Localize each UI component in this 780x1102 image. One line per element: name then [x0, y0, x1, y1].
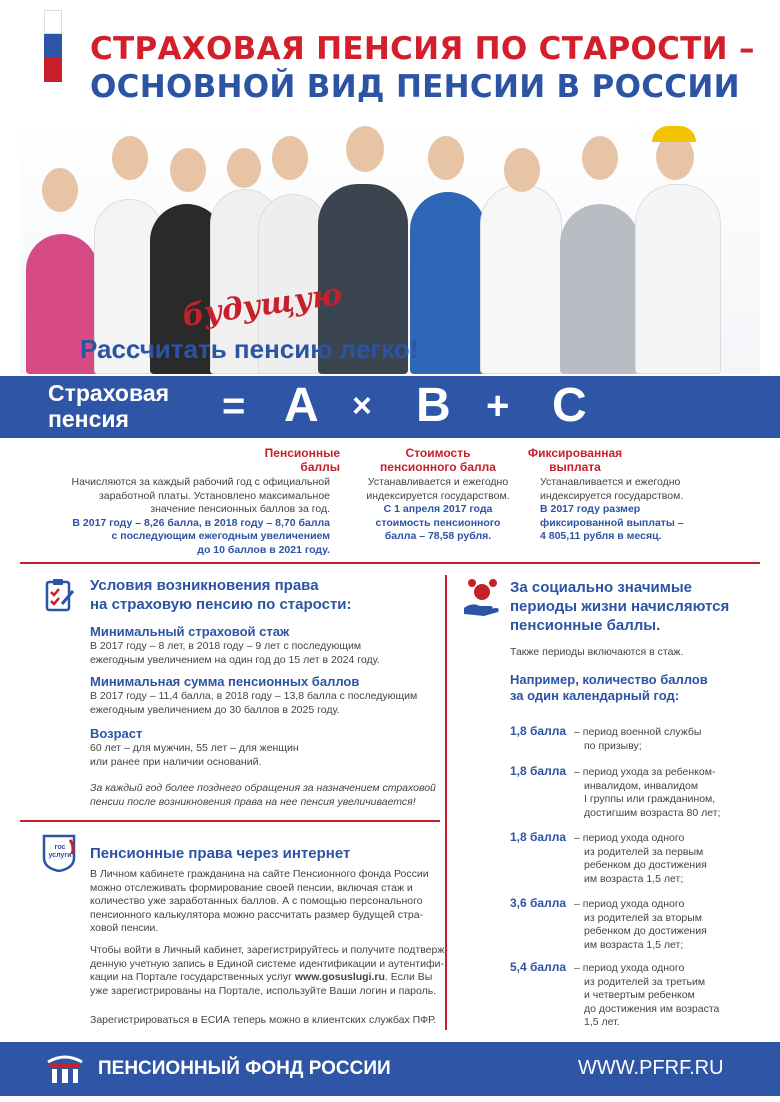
- age-line-1: 60 лет – для мужчин, 55 лет – для женщин: [90, 742, 299, 754]
- col-c-highlight-3: 4 805,11 рубля в месяц.: [540, 530, 662, 542]
- internet-p1-line-4: пенсионного калькулятора можно рассчитать размер будущей стра-: [90, 908, 424, 921]
- points-desc-line: из родителей за первым: [584, 845, 704, 858]
- points-desc-line: из родителей за третьим: [584, 975, 706, 988]
- title-line-1: СТРАХОВАЯ ПЕНСИЯ ПО СТАРОСТИ –: [90, 31, 755, 67]
- formula-a: A: [284, 379, 319, 432]
- formula-b: B: [416, 379, 451, 432]
- conditions-title-line-2: на страховую пенсию по старости:: [90, 596, 352, 613]
- points-sum-title: Минимальная сумма пенсионных баллов: [90, 674, 360, 689]
- col-b-body-2: индексируется государством.: [366, 489, 510, 502]
- internet-p2-line-3: [90, 971, 448, 985]
- points-description: [574, 962, 719, 1030]
- internet-p2-line-3-text: кации на Портале государственных услуг: [90, 971, 295, 983]
- col-c-body-2: индексируется государством.: [540, 489, 684, 502]
- formula-label: [48, 380, 169, 432]
- internet-p2-line-3-end: . Если Вы: [384, 971, 433, 983]
- conditions-title: [90, 576, 352, 614]
- col-c-heading-line-2: выплата: [549, 460, 601, 474]
- internet-title: Пенсионные права через интернет: [90, 845, 351, 862]
- points-sum-text: [90, 690, 417, 717]
- russian-flag-icon: [44, 10, 62, 82]
- age-text: [90, 742, 299, 769]
- points-value: 1,8 балла: [510, 830, 567, 844]
- gosuslugi-link[interactable]: www.gosuslugi.ru: [294, 971, 385, 983]
- col-c-heading: [520, 446, 630, 474]
- col-a-highlight-3: до 10 баллов в 2021 году.: [197, 543, 330, 556]
- social-title-line-1: За социально значимые: [510, 579, 692, 596]
- points-desc-line: – период ухода одного: [574, 832, 685, 844]
- points-desc-line: 1,5 лет.: [584, 1016, 620, 1028]
- conditions-title-line-1: Условия возникновения права: [90, 577, 319, 594]
- internet-paragraph-2: [90, 944, 448, 998]
- col-a-highlight-1: В 2017 году – 8,26 балла, в 2018 году – 8,70 балла: [72, 516, 330, 529]
- stazh-line-1: В 2017 году – 8 лет, в 2018 году – 9 лет с последующим: [90, 640, 362, 652]
- col-c-text: [540, 476, 710, 544]
- page-title: [90, 30, 770, 106]
- pfr-logo-icon: [46, 1052, 84, 1086]
- gosuslugi-badge: [40, 832, 78, 872]
- points-desc-line: из родителей за вторым: [584, 911, 703, 924]
- social-title-line-2: периоды жизни начисляются: [510, 598, 730, 615]
- internet-p1-line-3: количество уже заработанных баллов. А с помощью персонального: [90, 895, 423, 907]
- points-desc-line: достигшим возраста 80 лет;: [584, 806, 721, 819]
- points-desc-line: им возраста 1,5 лет;: [584, 872, 684, 885]
- points-description: [574, 832, 707, 886]
- col-b-text: [352, 476, 524, 544]
- points-value: 3,6 балла: [510, 896, 567, 910]
- internet-paragraph-3: Зарегистрироваться в ЕСИА теперь можно в клиентских службах ПФР.: [90, 1014, 437, 1026]
- col-c-highlight-2: фиксированной выплаты –: [540, 516, 684, 529]
- points-sum-line-2: ежегодным увеличением до 30 баллов в 2025 году.: [90, 703, 340, 716]
- points-desc-line: – период ухода одного: [574, 898, 685, 910]
- col-a-heading: [240, 446, 340, 474]
- stazh-text: [90, 640, 380, 667]
- points-desc-line: до достижения им возраста: [584, 1002, 720, 1015]
- plus-sign: +: [486, 384, 510, 428]
- col-a-heading-line-1: Пенсионные: [264, 446, 340, 460]
- internet-p1-line-5: ховой пенсии.: [90, 922, 159, 934]
- example-title-line-1: Например, количество баллов: [510, 672, 708, 687]
- col-a-heading-line-2: баллы: [300, 460, 340, 474]
- age-line-2: или ранее при наличии оснований.: [90, 755, 262, 768]
- col-a-text: [30, 476, 330, 557]
- internet-p1-line-2: можно отслеживать формирование своей пенсии, включая стаж и: [90, 881, 413, 894]
- col-b-highlight-3: балла – 78,58 рубля.: [384, 530, 492, 542]
- internet-p1-line-1: В Личном кабинете гражданина на сайте Пенсионного фонда России: [90, 868, 429, 880]
- points-value: 5,4 балла: [510, 960, 567, 974]
- internet-p2-line-1: Чтобы войти в Личный кабинет, зарегистрируйтесь и получите подтверж-: [90, 944, 448, 956]
- note-line-2: пенсии после возникновения права на нее пенсия увеличивается!: [90, 795, 416, 808]
- points-desc-line: – период ухода за ребенком-: [574, 766, 716, 778]
- points-desc-line: – период военной службы: [574, 726, 702, 738]
- col-c-heading-line-1: Фиксированная: [527, 446, 623, 460]
- col-b-heading-line-1: Стоимость: [405, 446, 471, 460]
- points-desc-line: по призыву;: [584, 739, 642, 752]
- hand-coins-icon: [462, 578, 502, 618]
- col-a-body-1: Начисляются за каждый рабочий год с официальной: [71, 476, 330, 488]
- example-title-line-2: за один календарный год:: [510, 688, 680, 703]
- equals-sign: =: [222, 384, 246, 428]
- slogan: Рассчитать пенсию легко!: [80, 334, 419, 364]
- formula-c: C: [552, 379, 587, 432]
- checklist-icon: [44, 578, 76, 612]
- gosuslugi-logo-text: [46, 844, 74, 860]
- internet-p2-line-2: денную учетную запись в Единой системе идентификации и аутентифи-: [90, 957, 444, 970]
- footer-website-link[interactable]: WWW.PFRF.RU: [578, 1057, 724, 1079]
- points-sum-line-1: В 2017 году – 11,4 балла, в 2018 году – 13,8 балла с последующим: [90, 690, 418, 702]
- col-b-highlight-2: стоимость пенсионного: [375, 516, 501, 529]
- title-line-2: ОСНОВНОЙ ВИД ПЕНСИИ В РОССИИ: [90, 69, 740, 105]
- col-a-highlight-2: с последующим ежегодным увеличением: [111, 530, 330, 542]
- points-desc-line: и четвертым ребенком: [584, 989, 695, 1001]
- col-b-heading: [358, 446, 518, 474]
- points-desc-line: – период ухода одного: [574, 962, 685, 974]
- stazh-line-2: ежегодным увеличением на один год до 15 лет в 2024 году.: [90, 653, 380, 666]
- col-c-body-1: Устанавливается и ежегодно: [540, 476, 681, 488]
- points-example-title: [510, 672, 708, 704]
- points-desc-line: ребенком до достижения: [584, 925, 707, 937]
- points-desc-line: инвалидом, инвалидом: [584, 779, 699, 792]
- points-desc-line: I группы или гражданином,: [584, 793, 716, 805]
- col-b-heading-line-2: пенсионного балла: [380, 460, 496, 474]
- internet-paragraph-1: [90, 868, 429, 936]
- internet-p2-line-4: уже зарегистрированы на Портале, используйте Ваши логин и пароль.: [90, 984, 437, 997]
- col-a-body-2: заработной платы. Установлено максимальное: [98, 489, 330, 502]
- slogan-script: будущую: [180, 277, 345, 334]
- col-a-body-3: значение пенсионных баллов за год.: [150, 503, 330, 515]
- points-description: [574, 726, 701, 753]
- social-periods-title: [510, 578, 729, 635]
- points-desc-line: им возраста 1,5 лет;: [584, 938, 684, 951]
- points-value: 1,8 балла: [510, 764, 567, 778]
- points-description: [574, 898, 707, 952]
- horizontal-divider: [20, 562, 760, 564]
- times-sign: ×: [352, 387, 372, 425]
- formula-band: [0, 376, 780, 438]
- points-description: [574, 766, 720, 820]
- points-value: 1,8 балла: [510, 724, 567, 738]
- note-line-1: За каждый год более позднего обращения за назначением страховой: [90, 782, 436, 794]
- formula-label-line-1: Страховая: [48, 380, 170, 406]
- social-title-line-3: пенсионные баллы.: [510, 617, 661, 634]
- social-also-stazh: Также периоды включаются в стаж.: [510, 646, 684, 658]
- late-application-note: [90, 782, 436, 809]
- gosuslugi-line-2: услуги: [48, 852, 72, 859]
- formula-label-line-2: пенсия: [48, 406, 129, 432]
- stazh-title: Минимальный страховой стаж: [90, 624, 290, 639]
- footer-org-name: ПЕНСИОННЫЙ ФОНД РОССИИ: [98, 1058, 391, 1079]
- gosuslugi-line-1: гос: [54, 844, 66, 851]
- points-desc-line: ребенком до достижения: [584, 859, 707, 871]
- left-section-divider: [20, 820, 440, 822]
- col-b-highlight-1: С 1 апреля 2017 года: [383, 503, 493, 515]
- age-title: Возраст: [90, 726, 143, 741]
- col-b-body-1: Устанавливается и ежегодно: [367, 476, 509, 488]
- footer-band: [0, 1042, 780, 1096]
- col-c-highlight-1: В 2017 году размер: [540, 503, 641, 515]
